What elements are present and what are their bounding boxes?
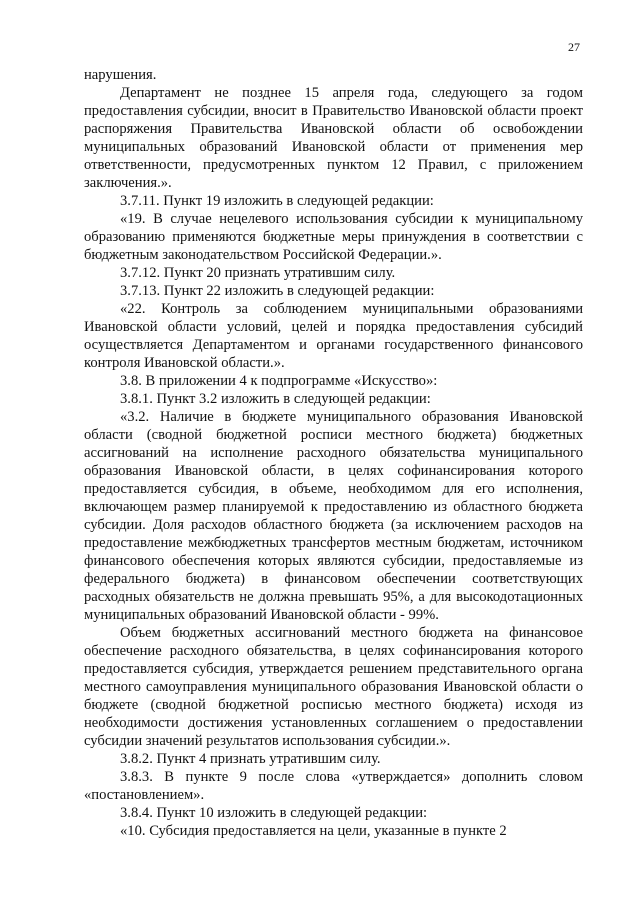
paragraph-12: 3.8.2. Пункт 4 признать утратившим силу. [120,751,381,767]
paragraph-2: Департамент не позднее 15 апреля года, следующего за годом предоставления субсидии, вносит в Правительство Ивановской области проект распоряжения Правительства Ивановской области об освобождении муниципальных образований Ивановской области от применения мер ответственности, предусмотренных пунктом 12 Правил, с приложением заключения.». [84,85,583,191]
paragraph-3: 3.7.11. Пункт 19 изложить в следующей редакции: [120,193,434,209]
paragraph-14: 3.8.4. Пункт 10 изложить в следующей редакции: [120,805,428,821]
paragraph-10: «3.2. Наличие в бюджете муниципального образования Ивановской области (сводной бюджетной росписи местного бюджета) бюджетных ассигнований на исполнение расходного обязательства муниципального образования Ивановской области, в целях софинансирования которого предоставляется субсидия, в объеме, необходимом для его исполнения, включающем размер планируемой к предоставлению из областного бюджета субсидии. Доля расходов областного бюджета (за исключением расходов на предоставление межбюджетных трансфертов местным бюджетам, источником финансового обеспечения которых являются субсидии, предоставляемые из федерального бюджета) в финансовом обеспечении соответствующих расходных обязательств не должна превышать 95%, а для высокодотационных муниципальных образований Ивановской области - 99%. [84,409,583,623]
paragraph-5: 3.7.12. Пункт 20 признать утратившим силу. [120,265,396,281]
paragraph-4: «19. В случае нецелевого использования субсидии к муниципальному образованию применяются бюджетные меры принуждения в соответствии с бюджетным законодательством Российской Федерации.». [84,211,583,263]
paragraph-6: 3.7.13. Пункт 22 изложить в следующей редакции: [120,283,435,299]
paragraph-1: нарушения. [84,67,157,83]
paragraph-8: 3.8. В приложении 4 к подпрограмме «Искусство»: [120,373,438,389]
paragraph-13: 3.8.3. В пункте 9 после слова «утверждается» дополнить словом «постановлением». [84,769,583,803]
paragraph-11: Объем бюджетных ассигнований местного бюджета на финансовое обеспечение расходного обязательства, в целях софинансирования которого предоставляется субсидия, утверждается решением представительного органа местного самоуправления муниципального образования Ивановской области о бюджете (сводной бюджетной росписью местного бюджета) исходя из необходимости достижения установленных соглашением о предоставлении субсидии значений результатов использования субсидии.». [84,625,583,749]
paragraph-15: «10. Субсидия предоставляется на цели, указанные в пункте 2 [120,823,507,839]
page-number: 27 [568,40,580,54]
paragraph-7: «22. Контроль за соблюдением муниципальными образованиями Ивановской области условий, целей и порядка предоставления субсидий осуществляется Департаментом и органами государственного финансового контроля Ивановской области.». [84,301,583,371]
document-body [84,66,583,840]
paragraph-9: 3.8.1. Пункт 3.2 изложить в следующей редакции: [120,391,431,407]
